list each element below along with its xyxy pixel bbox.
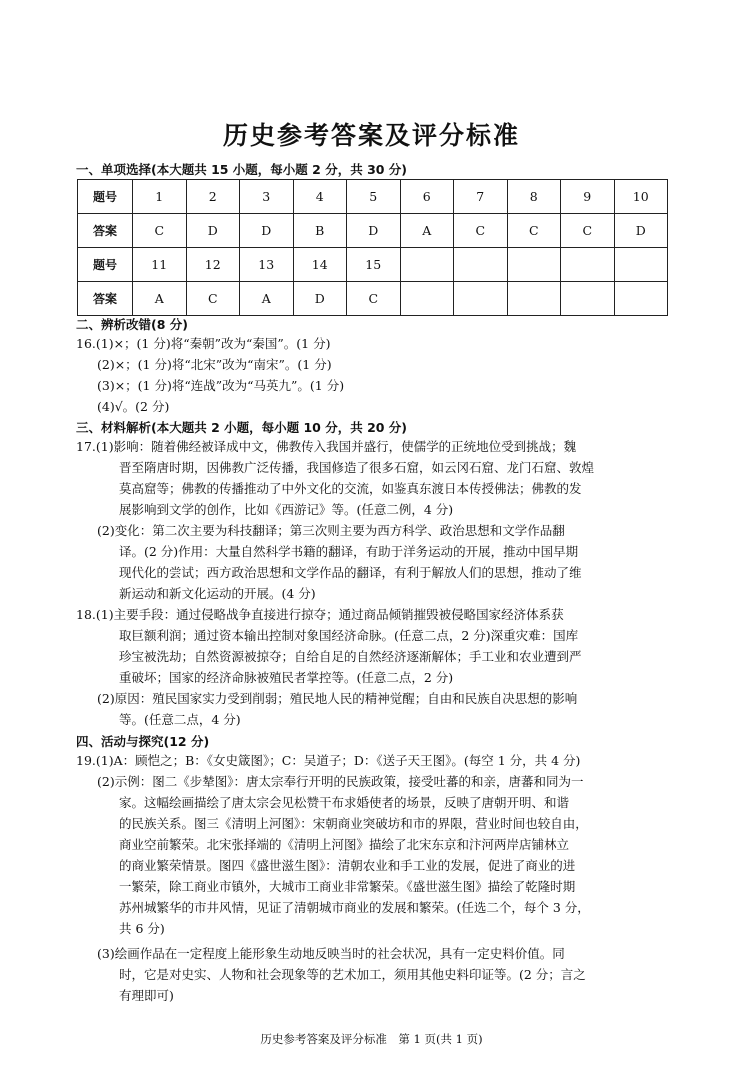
answer-line: 现代化的尝试；西方政治思想和文学作品的翻译，有利于解放人们的思想，推动了维 [119, 565, 582, 580]
answer-cell [507, 282, 561, 316]
question-number: 13 [240, 248, 294, 282]
answer-line: 共 6 分) [119, 921, 165, 936]
answer-cell: A [240, 282, 294, 316]
question-number: 6 [400, 180, 454, 214]
answer-line: 时，它是对史实、人物和社会现象等的艺术加工，须用其他史料印证等。(2 分；言之 [119, 967, 586, 982]
question-number: 14 [293, 248, 347, 282]
question-number [614, 248, 668, 282]
answer-cell [400, 282, 454, 316]
answer-cell [614, 282, 668, 316]
question-number: 7 [454, 180, 508, 214]
question-number: 4 [293, 180, 347, 214]
answer-cell [561, 282, 615, 316]
row-label: 答案 [78, 282, 133, 316]
question-number: 10 [614, 180, 668, 214]
answer-line: 展影响到文学的创作，比如《西游记》等。(任意二例，4 分) [119, 502, 454, 517]
answer-table [77, 179, 668, 316]
section-2-heading: 二、辨析改错(8 分) [76, 317, 188, 332]
row-label: 题号 [78, 248, 133, 282]
answer-cell: B [293, 214, 347, 248]
table-row [78, 282, 668, 316]
answer-cell: D [293, 282, 347, 316]
answer-cell: D [347, 214, 401, 248]
answer-line: 等。(任意二点，4 分) [119, 712, 241, 727]
answer-line: 商业空前繁荣。北宋张择端的《清明上河图》描绘了北宋东京和汴河两岸店铺林立 [119, 837, 570, 852]
answer-cell: C [561, 214, 615, 248]
question-number [561, 248, 615, 282]
answer-line: 19.(1)A：顾恺之；B：《女史箴图》；C：吴道子；D：《送子天王图》。(每空 1 分，共 4 分) [76, 753, 581, 768]
answer-line: 苏州城繁华的市井风情，见证了清朝城市商业的发展和繁荣。(任选二个，每个 3 分， [119, 900, 590, 915]
answer-line: (3)×；(1 分)将“连战”改为“马英九”。(1 分) [97, 378, 345, 393]
answer-cell: C [133, 214, 187, 248]
section-3-heading: 三、材料解析(本大题共 2 小题，每小题 10 分，共 20 分) [76, 420, 408, 435]
answer-line: (2)示例：图二《步辇图》：唐太宗奉行开明的民族政策，接受吐蕃的和亲，唐蕃和同为一 [97, 774, 584, 789]
answer-line: 有理即可) [119, 988, 174, 1003]
question-number: 3 [240, 180, 294, 214]
answer-cell: C [454, 214, 508, 248]
answer-cell: D [186, 214, 240, 248]
answer-line: (3)绘画作品在一定程度上能形象生动地反映当时的社会状况，具有一定史料价值。同 [97, 946, 565, 961]
answer-line: 一繁荣，除工商业市镇外，大城市工商业非常繁荣。《盛世滋生图》描绘了乾隆时期 [119, 879, 576, 894]
page-footer: 历史参考答案及评分标准 第 1 页(共 1 页) [260, 1032, 483, 1046]
answer-line: 的商业繁荣情景。图四《盛世滋生图》：清朝农业和手工业的发展，促进了商业的进 [119, 858, 576, 873]
answer-cell: D [240, 214, 294, 248]
question-number: 1 [133, 180, 187, 214]
table-row [78, 248, 668, 282]
question-number: 5 [347, 180, 401, 214]
question-number [454, 248, 508, 282]
answer-cell: C [186, 282, 240, 316]
answer-line: 新运动和新文化运动的开展。(4 分) [119, 586, 316, 601]
answer-line: 18.(1)主要手段：通过侵略战争直接进行掠夺；通过商品倾销摧毁被侵略国家经济体系获 [76, 607, 564, 622]
question-number [507, 248, 561, 282]
answer-cell: A [400, 214, 454, 248]
row-label: 答案 [78, 214, 133, 248]
question-number: 9 [561, 180, 615, 214]
question-number: 15 [347, 248, 401, 282]
section-4-heading: 四、活动与探究(12 分) [76, 734, 210, 749]
answer-line: (2)原因：殖民国家实力受到削弱；殖民地人民的精神觉醒；自由和民族自决思想的影响 [97, 691, 578, 706]
answer-line: (2)×；(1 分)将“北宋”改为“南宋”。(1 分) [97, 357, 332, 372]
answer-line: 珍宝被洗劫；自然资源被掠夺；自给自足的自然经济逐渐解体；手工业和农业遭到严 [119, 649, 582, 664]
question-number [400, 248, 454, 282]
answer-cell: C [347, 282, 401, 316]
answer-line: (4)√。(2 分) [97, 399, 170, 414]
row-label: 题号 [78, 180, 133, 214]
table-row [78, 180, 668, 214]
answer-line: 取巨额利润；通过资本输出控制对象国经济命脉。(任意二点，2 分)深重灾难：国库 [119, 628, 579, 643]
answer-line: 莫高窟等；佛教的传播推动了中外文化的交流，如鉴真东渡日本传授佛法；佛教的发 [119, 481, 582, 496]
answer-cell: D [614, 214, 668, 248]
question-number: 12 [186, 248, 240, 282]
answer-line: 译。(2 分)作用：大量自然科学书籍的翻译，有助于洋务运动的开展，推动中国早期 [119, 544, 579, 559]
answer-line: 晋至隋唐时期，因佛教广泛传播，我国修造了很多石窟，如云冈石窟、龙门石窟、敦煌 [119, 460, 595, 475]
question-number: 11 [133, 248, 187, 282]
answer-line: (2)变化：第二次主要为科技翻译；第三次则主要为西方科学、政治思想和文学作品翻 [97, 523, 565, 538]
question-number: 8 [507, 180, 561, 214]
answer-line: 的民族关系。图三《清明上河图》：宋朝商业突破坊和市的界限，营业时间也较自由， [119, 816, 588, 831]
question-number: 2 [186, 180, 240, 214]
page-title: 历史参考答案及评分标准 [222, 121, 520, 150]
answer-line: 重破坏；国家的经济命脉被殖民者掌控等。(任意二点，2 分) [119, 670, 454, 685]
answer-cell: C [507, 214, 561, 248]
answer-line: 16.(1)×；(1 分)将“秦朝”改为“秦国”。(1 分) [76, 336, 331, 351]
answer-cell: A [133, 282, 187, 316]
answer-cell [454, 282, 508, 316]
section-1-heading: 一、单项选择(本大题共 15 小题，每小题 2 分，共 30 分) [76, 162, 408, 177]
table-row [78, 214, 668, 248]
answer-line: 17.(1)影响：随着佛经被译成中文，佛教传入我国并盛行，使儒学的正统地位受到挑战；魏 [76, 439, 577, 454]
answer-line: 家。这幅绘画描绘了唐太宗会见松赞干布求婚使者的场景，反映了唐朝开明、和谐 [119, 795, 570, 810]
